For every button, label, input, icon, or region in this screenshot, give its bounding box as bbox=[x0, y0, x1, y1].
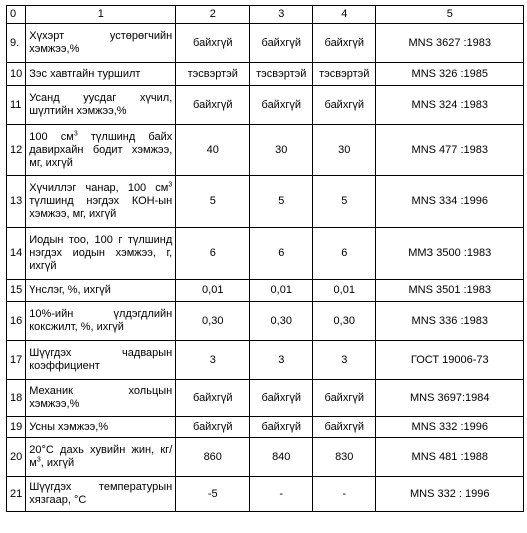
value-cell: байхгүй bbox=[176, 380, 250, 417]
standard-cell: MNS 324 :1983 bbox=[376, 86, 524, 125]
value-cell: байхгүй bbox=[250, 380, 313, 417]
row-number: 15 bbox=[7, 280, 26, 302]
value-cell: байхгүй bbox=[176, 417, 250, 438]
header-cell: 3 bbox=[250, 6, 313, 24]
property-name-part: 20°С дахь хувийн жин, кг/м bbox=[29, 444, 173, 469]
value-cell: байхгүй bbox=[313, 417, 376, 438]
value-cell: 0,30 bbox=[313, 302, 376, 341]
property-name-part: түлшинд нэгдэх КОН-ын хэмжээ, мг, ихгүй bbox=[29, 195, 173, 220]
table-row bbox=[7, 477, 524, 512]
table-header-row bbox=[7, 6, 524, 24]
value-cell: байхгүй bbox=[250, 417, 313, 438]
value-cell: байхгүй bbox=[250, 24, 313, 63]
row-number: 10 bbox=[7, 63, 26, 86]
superscript: 3 bbox=[73, 129, 78, 137]
value-cell: 6 bbox=[176, 228, 250, 280]
row-number: 18 bbox=[7, 380, 26, 417]
table-row bbox=[7, 228, 524, 280]
property-name-part: Хүчиллэг чанар, 100 см bbox=[29, 182, 169, 194]
value-cell: 6 bbox=[250, 228, 313, 280]
row-number: 19 bbox=[7, 417, 26, 438]
table-row bbox=[7, 86, 524, 125]
table-row bbox=[7, 380, 524, 417]
property-name: 10%-ийн үлдэгдлийн коксжилт, %, ихгүй bbox=[26, 302, 176, 341]
value-cell: 5 bbox=[250, 176, 313, 228]
value-cell: 0,01 bbox=[250, 280, 313, 302]
value-cell: 0,01 bbox=[313, 280, 376, 302]
standard-cell: MNS 334 :1996 bbox=[376, 176, 524, 228]
value-cell: 830 bbox=[313, 438, 376, 477]
property-name: Хүхэрт устөрөгчийн хэмжээ,% bbox=[26, 24, 176, 63]
property-name bbox=[26, 438, 176, 477]
value-cell: 3 bbox=[250, 341, 313, 380]
header-cell: 1 bbox=[26, 6, 176, 24]
standard-cell: MNS 3501 :1983 bbox=[376, 280, 524, 302]
header-cell: 2 bbox=[176, 6, 250, 24]
property-name-part: түлшинд байх давирхайн бодит хэмжээ, мг, ихгүй bbox=[29, 130, 173, 169]
value-cell: байхгүй bbox=[313, 86, 376, 125]
value-cell: 860 bbox=[176, 438, 250, 477]
value-cell: байхгүй bbox=[176, 24, 250, 63]
value-cell: - bbox=[313, 477, 376, 512]
value-cell: 5 bbox=[313, 176, 376, 228]
row-number: 12 bbox=[7, 125, 26, 176]
row-number: 17 bbox=[7, 341, 26, 380]
table-row bbox=[7, 125, 524, 176]
value-cell: 0,30 bbox=[176, 302, 250, 341]
standard-cell: MNS 481 :1988 bbox=[376, 438, 524, 477]
value-cell: байхгүй bbox=[313, 380, 376, 417]
value-cell: 30 bbox=[313, 125, 376, 176]
standard-cell: MNS 3627 :1983 bbox=[376, 24, 524, 63]
header-cell: 0 bbox=[7, 6, 26, 24]
row-number: 13 bbox=[7, 176, 26, 228]
header-cell: 4 bbox=[313, 6, 376, 24]
value-cell: байхгүй bbox=[176, 86, 250, 125]
row-number: 20 bbox=[7, 438, 26, 477]
standard-cell: MNS 3697:1984 bbox=[376, 380, 524, 417]
row-number: 11 bbox=[7, 86, 26, 125]
value-cell: 40 bbox=[176, 125, 250, 176]
property-name bbox=[26, 125, 176, 176]
value-cell: 30 bbox=[250, 125, 313, 176]
header-cell: 5 bbox=[376, 6, 524, 24]
standard-cell: MNS 477 :1983 bbox=[376, 125, 524, 176]
superscript: 3 bbox=[168, 181, 173, 189]
property-name-part: 100 см bbox=[29, 130, 74, 143]
property-name: Усанд уусдаг хүчил, шүлтийн хэмжээ,% bbox=[26, 86, 176, 125]
standard-cell: ГОСТ 19006-73 bbox=[376, 341, 524, 380]
property-name: Шүүгдэх температурын хязгаар, °С bbox=[26, 477, 176, 512]
value-cell: тэсвэртэй bbox=[250, 63, 313, 86]
value-cell: 5 bbox=[176, 176, 250, 228]
value-cell: - bbox=[250, 477, 313, 512]
table-row bbox=[7, 417, 524, 438]
value-cell: тэсвэртэй bbox=[313, 63, 376, 86]
value-cell: тэсвэртэй bbox=[176, 63, 250, 86]
value-cell: -5 bbox=[176, 477, 250, 512]
table-row bbox=[7, 176, 524, 228]
value-cell: 6 bbox=[313, 228, 376, 280]
property-name: Механик хольцын хэмжээ,% bbox=[26, 380, 176, 417]
specification-table bbox=[6, 5, 524, 512]
row-number: 16 bbox=[7, 302, 26, 341]
property-name: Үнслэг, %, ихгүй bbox=[26, 280, 176, 302]
row-number: 14 bbox=[7, 228, 26, 280]
row-number: 9. bbox=[7, 24, 26, 63]
value-cell: байхгүй bbox=[250, 86, 313, 125]
standard-cell: МMЗ 3500 :1983 bbox=[376, 228, 524, 280]
value-cell: байхгүй bbox=[313, 24, 376, 63]
property-name: Зэс хавтгайн туршилт bbox=[26, 63, 176, 86]
table-row bbox=[7, 438, 524, 477]
table-row bbox=[7, 280, 524, 302]
value-cell: 0,01 bbox=[176, 280, 250, 302]
superscript: 3 bbox=[36, 456, 41, 464]
table-row bbox=[7, 302, 524, 341]
property-name: Шүүгдэх чадварын коэффициент bbox=[26, 341, 176, 380]
standard-cell: MNS 326 :1985 bbox=[376, 63, 524, 86]
value-cell: 840 bbox=[250, 438, 313, 477]
property-name: Иодын тоо, 100 г түлшинд нэгдэх иодын хэмжээ, г, ихгүй bbox=[26, 228, 176, 280]
standard-cell: MNS 332 :1996 bbox=[376, 417, 524, 438]
property-name-part: , ихгүй bbox=[40, 457, 75, 469]
table-row bbox=[7, 24, 524, 63]
value-cell: 0,30 bbox=[250, 302, 313, 341]
property-name bbox=[26, 176, 176, 228]
standard-cell: MNS 336 :1983 bbox=[376, 302, 524, 341]
table-row bbox=[7, 63, 524, 86]
standard-cell: MNS 332 : 1996 bbox=[376, 477, 524, 512]
row-number: 21 bbox=[7, 477, 26, 512]
value-cell: 3 bbox=[176, 341, 250, 380]
table-row bbox=[7, 341, 524, 380]
property-name: Усны хэмжээ,% bbox=[26, 417, 176, 438]
value-cell: 3 bbox=[313, 341, 376, 380]
